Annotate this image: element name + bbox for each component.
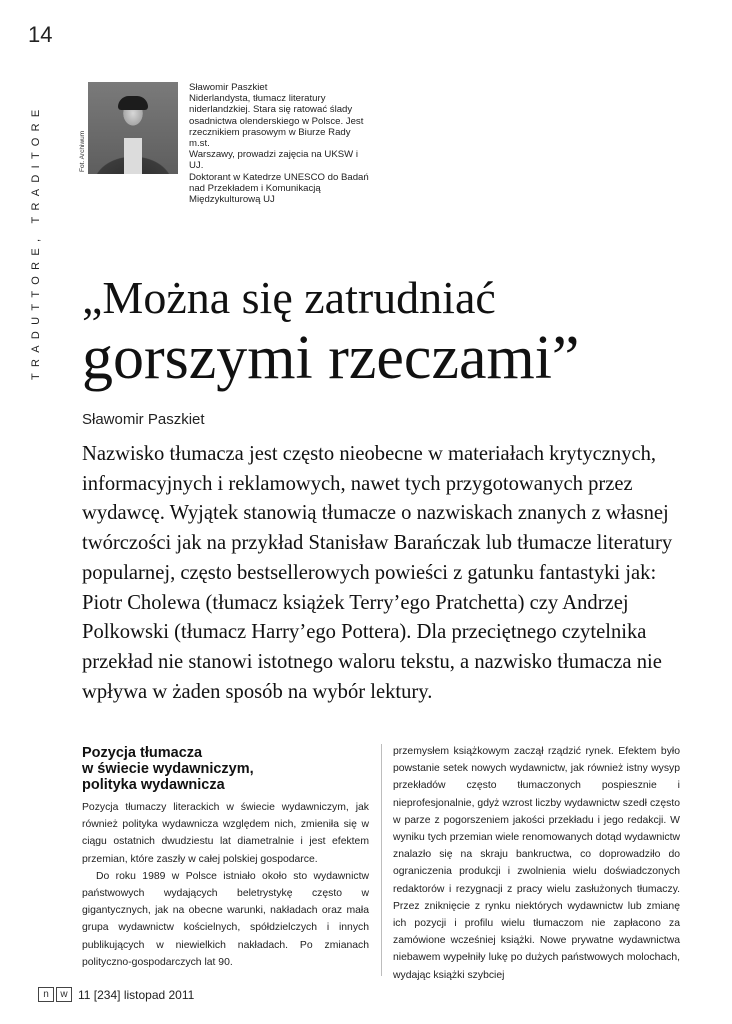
issue-info: 11 [234] listopad 2011 [78,987,195,1002]
section-subheading [82,745,369,793]
title-line-1: „Można się zatrudniać [82,272,496,323]
section-label: TRADUTTORE, TRADITORE [30,103,42,380]
author-byline: Sławomir Paszkiet [82,411,205,428]
title-line-2: gorszymi rzeczami” [82,324,580,392]
bio-line: Doktorant w Katedrze UNESCO do Badań [189,171,369,183]
bio-line: Sławomir Paszkiet [189,82,268,93]
bio-line: rzecznikiem prasowym w Biurze Rady m.st. [189,126,351,150]
lead-paragraph: Nazwisko tłumacza jest często nieobecne w materiałach krytycznych, informacyjnych i reklamowych, nawet tych przygotowanych przez wydawcę. Wyjątek stanowią tłumacze o nazwiskach znanych z własnej twórczości jak na przykład Stanisław Barańczak lub tłumacze literatury popularnej, często bestsellerowych powieści z gatunku fantastyki jak: Piotr Cholewa (tłumacz książek Terry’ego Pratchetta) czy Andrzej Polkowski (tłumacz Harry’ego Pottera). Dla przeciętnego czytelnika przekład nie stanowi istotnego waloru tekstu, a nazwisko tłumacza nie wpływa w żaden sposób na wybór lektury. [82,443,673,703]
subheading-line: w świecie wydawniczym, [82,761,254,777]
bio-line: niderlandzkiej. Stara się ratować ślady [189,104,353,116]
logo-letter: w [56,987,72,1002]
author-bio [189,82,369,205]
bio-line: Niderlandysta, tłumacz literatury [189,93,326,105]
bio-line: osadnictwa olenderskiego w Polsce. Jest [189,115,364,127]
subheading-line: polityka wydawnicza [82,777,225,793]
body-paragraph: Pozycja tłumaczy literackich w świecie wydawniczym, jak również polityka wydawnicza względem nich, zmieniła się w ciągu ostatnich dwudziestu lat diametralnie i jest efektem przemian, które zaszły w całej polskiej gospodarce. [82,802,369,865]
left-column [82,745,369,971]
page-number: 14 [28,22,53,47]
page-footer [38,987,194,1002]
column-divider [381,744,382,976]
right-column [393,743,680,984]
bio-line: Międzykulturową UJ [189,194,275,206]
body-paragraph: Do roku 1989 w Polsce istniało około sto wydawnictw państwowych wydających beletrystykę często w gigantycznych, jak na obecne warunki, nakładach oraz mała grupa wydawnictw kościelnych, spółdzielczych i innych publikujących w niewielkich nakładach. Po zmianach polityczno-gospodarczych lat 90. [82,870,369,968]
body-paragraph: przemysłem książkowym zaczął rządzić rynek. Efektem było powstanie setek nowych wydawnictw, jak również istny wysyp przekładów często tłumaczonych pospiesznie i nieprofesjonalnie, gdyż wzrost liczby wydawnictw szedł często w parze z pogorszeniem jakości przekładu i jego redakcji. W wyniku tych przemian wiele renomowanych dotąd wydawnictw znalazło się na skraju bankructwa, co doprowadziło do ograniczenia produkcji i zwolnienia wielu doświadczonych redaktorów i rezygnacji z pracy wielu zasłużonych tłumaczy. Przez zniknięcie z rynku niektórych wydawnictw lub zmianę ich pozycji i profilu wielu tłumaczom nie zapłacono za zamówione wcześniej książki. Nowe prywatne wydawnictwa niebawem wypełniły lukę po dużych państwowych molochach, wydając książki szybciej [393,746,680,981]
author-photo [88,82,178,174]
subheading-line: Pozycja tłumacza [82,745,203,761]
bio-line: nad Przekładem i Komunikacją [189,182,321,194]
bio-line: Warszawy, prowadzi zajęcia na UKSW i UJ. [189,149,359,172]
photo-shirt [124,138,142,174]
photo-credit: Fot. Archiwum [79,130,86,172]
magazine-logo [38,987,72,1002]
photo-hair [118,96,148,110]
article-title [82,270,579,392]
logo-letter: n [38,987,54,1002]
